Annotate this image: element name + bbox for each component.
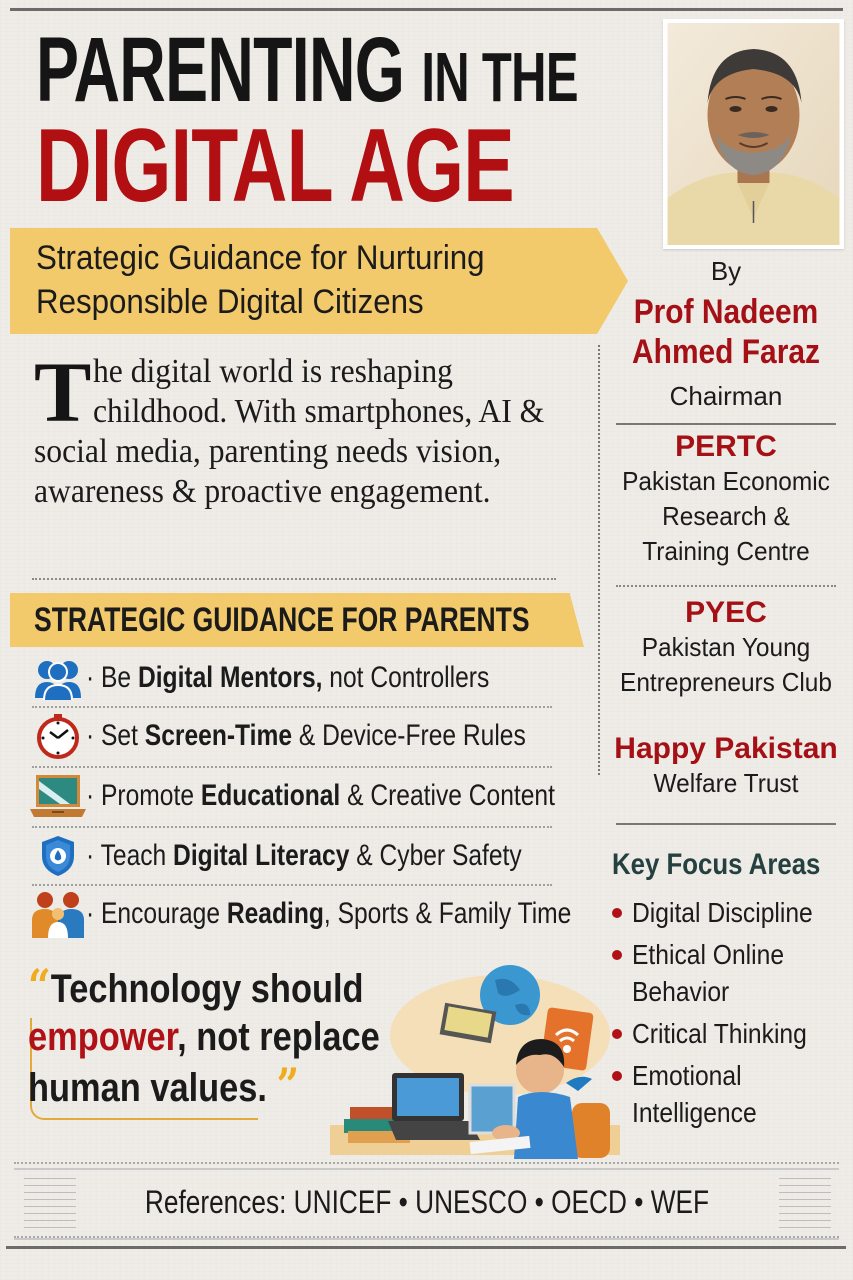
- guidance-item: [30, 770, 600, 822]
- reference-item: UNESCO: [414, 1184, 527, 1220]
- org-desc-line: Pakistan Economic: [622, 466, 830, 496]
- quote-text: Technology should: [50, 967, 364, 1011]
- reference-item: UNICEF: [293, 1184, 391, 1220]
- dotted-divider: [32, 826, 552, 828]
- separator: •: [390, 1184, 415, 1220]
- dotted-divider: [32, 578, 556, 580]
- dotted-divider: [32, 706, 552, 708]
- key-focus-list: [608, 894, 848, 1136]
- key-focus-title: Key Focus Areas: [612, 848, 821, 881]
- byline-by: By: [710, 256, 742, 286]
- org-desc-line: Welfare Trust: [653, 768, 799, 798]
- text-bold: Digital Mentors,: [137, 661, 323, 694]
- reference-item: WEF: [650, 1184, 709, 1220]
- text-prefix: · Be: [86, 661, 138, 694]
- dotted-divider: [14, 1236, 839, 1238]
- intro-text: he digital world is reshaping childhood. With smartphones, AI & social media, parenting needs vision, awareness & proactive engagement.: [34, 353, 545, 510]
- headline-line1: [36, 19, 578, 121]
- text-bold: Screen-Time: [144, 719, 293, 752]
- dotted-divider: [14, 1162, 839, 1164]
- dotted-divider: [616, 585, 836, 587]
- guidance-item: [30, 652, 600, 704]
- separator: •: [526, 1184, 551, 1220]
- org-desc-line: Pakistan Young: [641, 632, 811, 662]
- author-name-line2: Ahmed Faraz: [632, 333, 820, 371]
- key-focus-item: [608, 894, 848, 931]
- references-box: [14, 1168, 839, 1240]
- family-icon: [30, 889, 86, 939]
- shield-icon: [30, 831, 86, 881]
- mentor-people-icon: [30, 653, 86, 703]
- references-label: References:: [144, 1184, 286, 1220]
- guidance-title: STRATEGIC GUIDANCE FOR PARENTS: [34, 601, 530, 639]
- dotted-divider: [32, 766, 552, 768]
- subtitle: [36, 236, 560, 324]
- key-focus-label: Emotional Intelligence: [632, 1060, 757, 1128]
- guidance-text: [86, 839, 522, 873]
- key-focus-label: Digital Discipline: [632, 897, 813, 928]
- subtitle-line2: Responsible Digital Citizens: [36, 283, 424, 321]
- org-happy-pakistan: [612, 732, 840, 801]
- text-bold: Digital Literacy: [173, 839, 350, 872]
- guidance-text: [86, 661, 489, 695]
- text-suffix: & Creative Content: [340, 779, 555, 812]
- reference-item: OECD: [550, 1184, 627, 1220]
- key-focus-item: [608, 1015, 848, 1052]
- guidance-item: [30, 830, 600, 882]
- org-desc-line: Entrepreneurs Club: [620, 667, 832, 697]
- guidance-text: [86, 897, 571, 931]
- open-quote-icon: “: [28, 959, 51, 1013]
- divider: [616, 423, 836, 425]
- bottom-rule: [6, 1246, 846, 1249]
- headline-small: IN THE: [421, 38, 578, 116]
- org-desc-line: Training Centre: [642, 536, 810, 566]
- author-name: [626, 292, 827, 372]
- author-photo: [663, 19, 844, 249]
- separator: •: [626, 1184, 651, 1220]
- text-prefix: · Set: [86, 719, 145, 752]
- portrait-icon: [667, 23, 840, 245]
- quote-emphasis: empower: [28, 1015, 178, 1059]
- text-bold: Educational: [200, 779, 341, 812]
- org-title: PYEC: [685, 596, 767, 629]
- guidance-text: [86, 779, 555, 813]
- author-role: Chairman: [669, 381, 783, 411]
- alarm-clock-icon: [30, 711, 86, 761]
- dropcap: T: [34, 344, 92, 440]
- text-suffix: not Controllers: [322, 661, 490, 694]
- guidance-item: [30, 710, 600, 762]
- intro-paragraph: [34, 344, 594, 512]
- key-focus-label: Ethical Online Behavior: [632, 939, 785, 1007]
- text-prefix: · Promote: [86, 779, 201, 812]
- guidance-item: [30, 888, 600, 940]
- guidance-text: [86, 719, 526, 753]
- org-pyec: [612, 596, 840, 700]
- divider: [616, 823, 836, 825]
- child-using-laptop-illustration: [330, 955, 620, 1165]
- key-focus-item: [608, 1057, 848, 1131]
- org-title: Happy Pakistan: [614, 732, 838, 765]
- org-pertc: [612, 430, 840, 569]
- text-suffix: , Sports & Family Time: [323, 897, 572, 930]
- references-text: [14, 1184, 839, 1221]
- headline-main: PARENTING: [36, 19, 405, 121]
- text-prefix: · Teach: [86, 839, 174, 872]
- dotted-divider: [32, 884, 552, 886]
- quote-text: human values.: [28, 1066, 267, 1110]
- key-focus-label: Critical Thinking: [632, 1018, 807, 1049]
- top-rule: [10, 8, 843, 11]
- text-bold: Reading: [226, 897, 324, 930]
- headline-line2: DIGITAL AGE: [36, 108, 514, 224]
- author-name-line1: Prof Nadeem: [633, 293, 819, 331]
- org-desc-line: Research &: [662, 501, 790, 531]
- text-prefix: · Encourage: [86, 897, 227, 930]
- laptop-icon: [30, 771, 86, 821]
- text-suffix: & Cyber Safety: [349, 839, 522, 872]
- key-focus-item: [608, 936, 848, 1010]
- org-title: PERTC: [675, 430, 777, 463]
- subtitle-line1: Strategic Guidance for Nurturing: [36, 239, 485, 277]
- close-quote-icon: ”: [276, 1058, 300, 1112]
- quote-text: , not replace: [177, 1015, 380, 1059]
- text-suffix: & Device-Free Rules: [292, 719, 526, 752]
